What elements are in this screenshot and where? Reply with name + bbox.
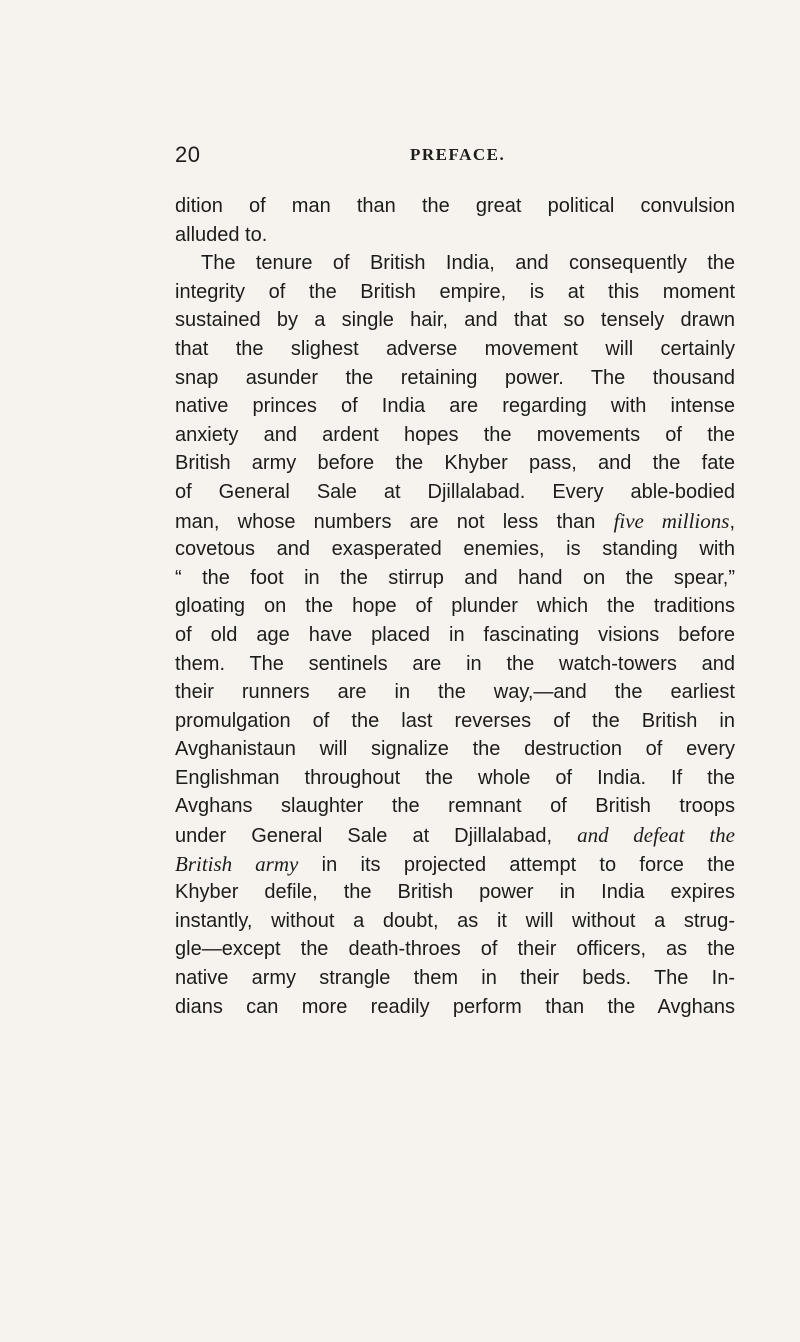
- page-number: 20: [175, 142, 201, 167]
- text-line: snap asunder the retaining power. The thousand: [175, 366, 735, 389]
- text-line: [175, 821, 735, 850]
- running-head-title: PREFACE.: [410, 145, 506, 164]
- text-line: Englishman throughout the whole of India. If the: [175, 766, 735, 789]
- text-line: British army before the Khyber pass, and the fate: [175, 452, 735, 475]
- text-line: alluded to.: [175, 223, 268, 246]
- text-line: [175, 507, 735, 536]
- text-line: promulgation of the last reverses of the British in: [175, 709, 735, 732]
- text-line: covetous and exasperated enemies, is standing with: [175, 538, 735, 561]
- text-segment: ,: [729, 510, 735, 533]
- text-line: their runners are in the way,—and the earliest: [175, 681, 735, 704]
- text-line: them. The sentinels are in the watch-towers and: [175, 652, 735, 675]
- text-line: that the slighest adverse movement will certainly: [175, 337, 735, 360]
- text-line: dians can more readily perform than the Avghans: [175, 995, 735, 1018]
- text-line: gle—except the death-throes of their officers, as the: [175, 938, 735, 961]
- italic-emphasis: British army: [175, 851, 299, 876]
- text-line: native princes of India are regarding with intense: [175, 395, 735, 418]
- text-line: The tenure of British India, and consequently the: [201, 252, 735, 275]
- italic-emphasis: five millions: [613, 508, 730, 533]
- text-line: sustained by a single hair, and that so tensely drawn: [175, 309, 735, 332]
- text-segment: under General Sale at Djillalabad,: [175, 825, 578, 848]
- text-line: Avghanistaun will signalize the destruction of every: [175, 738, 735, 761]
- text-segment: man, whose numbers are not less than: [175, 510, 614, 533]
- text-line: anxiety and ardent hopes the movements of the: [175, 423, 735, 446]
- text-line: “ the foot in the stirrup and hand on the spear,”: [175, 566, 735, 589]
- running-head: [175, 142, 725, 172]
- text-line: [175, 850, 735, 879]
- text-line: Avghans slaughter the remnant of British troops: [175, 795, 735, 818]
- text-line: instantly, without a doubt, as it will without a strug-: [175, 909, 735, 932]
- text-line: dition of man than the great political convulsion: [175, 195, 735, 217]
- body-text: [175, 192, 735, 1021]
- text-line: of old age have placed in fascinating visions before: [175, 623, 735, 646]
- text-line: Khyber defile, the British power in India expires: [175, 881, 735, 904]
- italic-emphasis: and defeat the: [577, 823, 735, 848]
- text-line: of General Sale at Djillalabad. Every able-bodied: [175, 480, 735, 503]
- text-line: integrity of the British empire, is at this moment: [175, 280, 735, 303]
- text-segment: in its projected attempt to force the: [298, 853, 735, 876]
- text-line: native army strangle them in their beds. The In-: [175, 967, 735, 990]
- text-line: gloating on the hope of plunder which the traditions: [175, 595, 735, 618]
